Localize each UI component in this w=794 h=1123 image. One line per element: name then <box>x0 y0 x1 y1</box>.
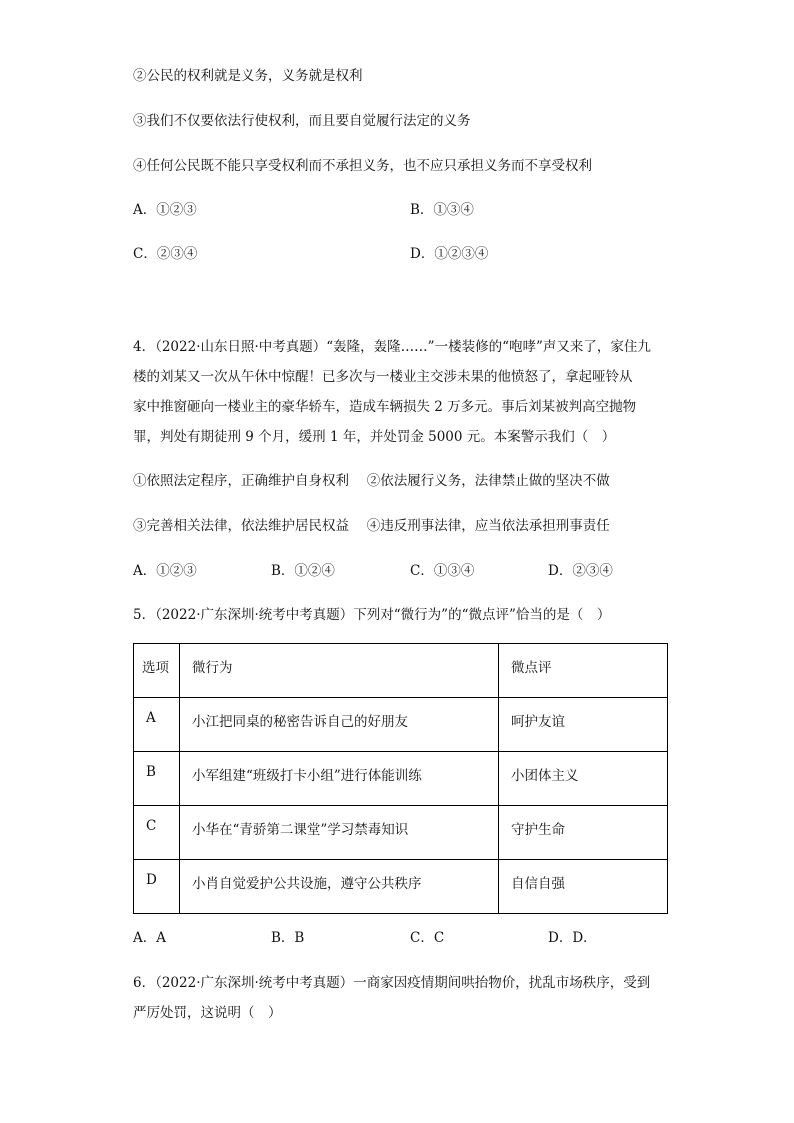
table-row <box>134 698 668 752</box>
q4-stem-line-1: 4．（2022·山东日照·中考真题）“轰隆，轰隆……”一楼装修的“咆哮”声又来了，家住九 <box>133 339 651 355</box>
table-cell: 守护生命 <box>499 806 668 860</box>
table-header: 微行为 <box>180 644 499 698</box>
table-cell: B <box>134 752 180 806</box>
q5-option-b: B．B <box>271 930 305 946</box>
q5-table <box>133 643 668 914</box>
q3-statement-4: ④任何公民既不能只享受权利而不承担义务，也不应只承担义务而不享受权利 <box>133 158 592 174</box>
q4-option-a: A．①②③ <box>133 563 197 579</box>
q5-option-c: C．C <box>410 930 445 946</box>
q3-statement-3: ③我们不仅要依法行使权利，而且要自觉履行法定的义务 <box>133 113 471 129</box>
q3-option-c: C．②③④ <box>133 246 198 262</box>
q5-option-d: D．D． <box>548 930 597 946</box>
table-cell: C <box>134 806 180 860</box>
table-header-row <box>134 644 668 698</box>
table-cell: A <box>134 698 180 752</box>
table-cell: 小军组建“班级打卡小组”进行体能训练 <box>180 752 499 806</box>
q6-stem-line-1: 6．（2022·广东深圳·统考中考真题）一商家因疫情期间哄抬物价，扰乱市场秩序，受到 <box>133 975 651 991</box>
q6-stem-line-2: 严厉处罚，这说明（ ） <box>133 1005 282 1021</box>
q3-statement-2: ②公民的权利就是义务，义务就是权利 <box>133 68 363 84</box>
q3-option-d: D．①②③④ <box>410 246 489 262</box>
q4-stem-line-4: 罪，判处有期徒刑 9 个月，缓刑 1 年，并处罚金 5000 元。本案警示我们（ ） <box>133 429 616 445</box>
table-cell: 小江把同桌的秘密告诉自己的好朋友 <box>180 698 499 752</box>
q4-statements-row-1: ①依照法定程序，正确维护自身权利 ②依法履行义务，法律禁止做的坚决不做 <box>133 473 610 489</box>
q4-stem-line-2: 楼的刘某又一次从午休中惊醒！已多次与一楼业主交涉未果的他愤怒了，拿起哑铃从 <box>133 369 633 385</box>
q3-option-a: A．①②③ <box>133 202 197 218</box>
table-cell: 呵护友谊 <box>499 698 668 752</box>
q3-option-b: B．①③④ <box>410 202 474 218</box>
table-header: 微点评 <box>499 644 668 698</box>
q5-stem: 5．（2022·广东深圳·统考中考真题）下列对“微行为”的“微点评”恰当的是（ ） <box>133 607 611 623</box>
table-cell: 小华在“青骄第二课堂”学习禁毒知识 <box>180 806 499 860</box>
q5-option-a: A．A <box>133 930 166 946</box>
table-cell: 小肖自觉爱护公共设施，遵守公共秩序 <box>180 860 499 914</box>
table-cell: 小团体主义 <box>499 752 668 806</box>
table-row <box>134 806 668 860</box>
table-cell: 自信自强 <box>499 860 668 914</box>
q4-option-c: C．①③④ <box>410 563 475 579</box>
q4-statements-row-2: ③完善相关法律，依法维护居民权益 ④违反刑事法律，应当依法承担刑事责任 <box>133 518 610 534</box>
q4-stem-line-3: 家中推窗砸向一楼业主的豪华轿车，造成车辆损失 2 万多元。事后刘某被判高空抛物 <box>133 399 637 415</box>
table-cell: D <box>134 860 180 914</box>
q4-option-d: D．②③④ <box>548 563 613 579</box>
table-row <box>134 860 668 914</box>
table-header: 选项 <box>134 644 180 698</box>
q4-option-b: B．①②④ <box>271 563 335 579</box>
table-row <box>134 752 668 806</box>
